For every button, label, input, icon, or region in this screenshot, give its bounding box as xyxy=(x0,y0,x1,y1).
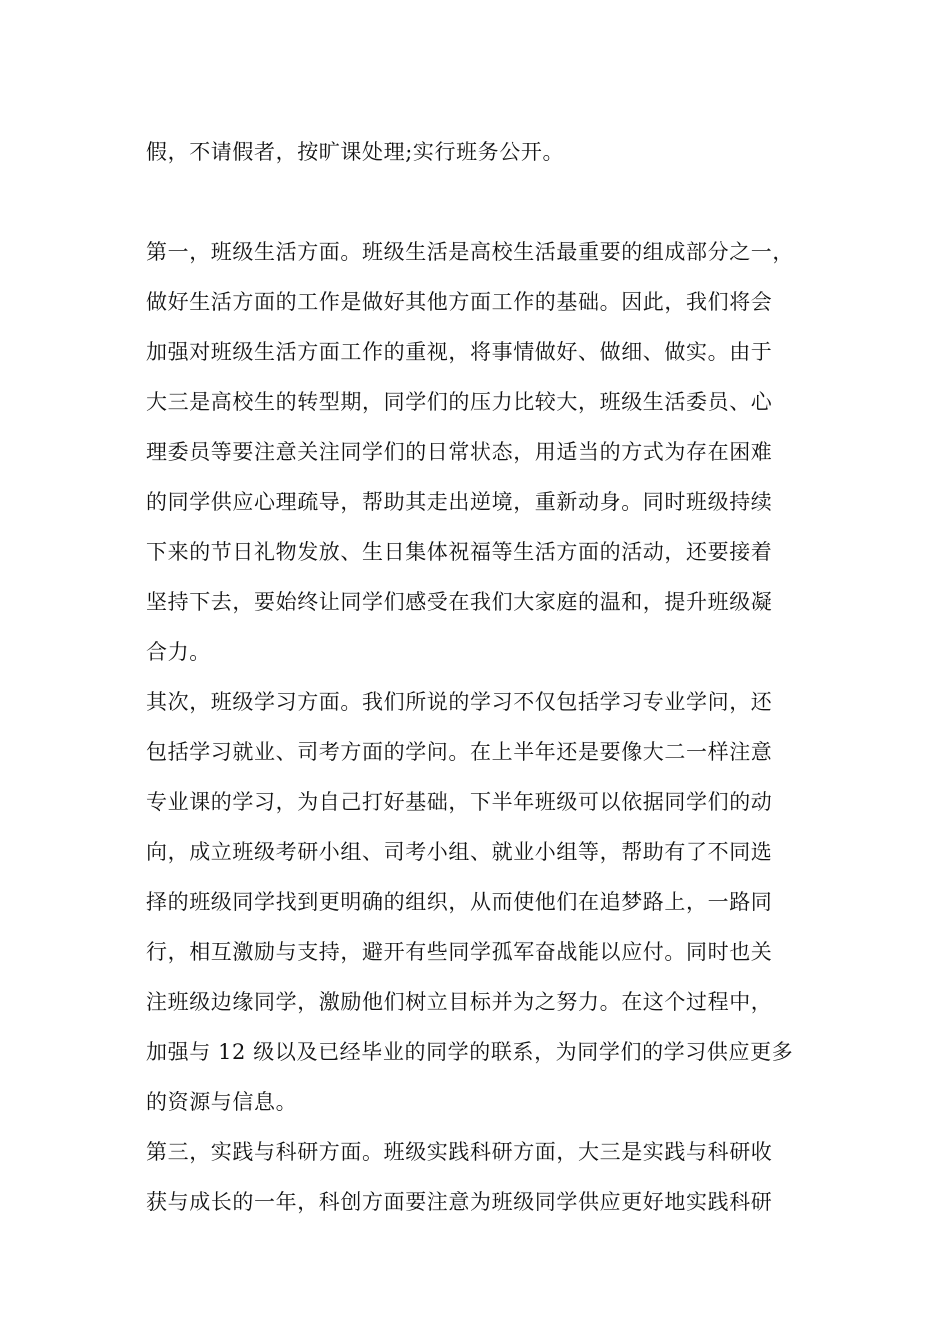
paragraph-study-line: 向，成立班级考研小组、司考小组、就业小组等，帮助有了不同选 xyxy=(146,840,773,864)
paragraph-practice-line: 获与成长的一年，科创方面要注意为班级同学供应更好地实践科研 xyxy=(146,1190,773,1214)
paragraph-study-line: 择的班级同学找到更明确的组织，从而使他们在追梦路上，一路同 xyxy=(146,890,773,914)
paragraph-life-line: 加强对班级生活方面工作的重视，将事情做好、做细、做实。由于 xyxy=(146,340,773,364)
paragraph-life-line: 合力。 xyxy=(146,640,211,664)
paragraph-life-line: 的同学供应心理疏导，帮助其走出逆境，重新动身。同时班级持续 xyxy=(146,490,773,514)
paragraph-study-line: 其次，班级学习方面。我们所说的学习不仅包括学习专业学问，还 xyxy=(146,690,773,714)
paragraph-study-line: 的资源与信息。 xyxy=(146,1090,298,1114)
paragraph-life-line: 理委员等要注意关注同学们的日常状态，用适当的方式为存在困难 xyxy=(146,440,773,464)
paragraph-study-line: 注班级边缘同学，激励他们树立目标并为之努力。在这个过程中， xyxy=(146,990,773,1014)
paragraph-life-line: 大三是高校生的转型期，同学们的压力比较大，班级生活委员、心 xyxy=(146,390,773,414)
paragraph-study-line: 行，相互激励与支持，避开有些同学孤军奋战能以应付。同时也关 xyxy=(146,940,773,964)
paragraph-life-line: 第一，班级生活方面。班级生活是高校生活最重要的组成部分之一， xyxy=(146,240,794,264)
paragraph-life-line: 做好生活方面的工作是做好其他方面工作的基础。因此，我们将会 xyxy=(146,290,773,314)
paragraph-life-line: 坚持下去，要始终让同学们感受在我们大家庭的温和，提升班级凝 xyxy=(146,590,773,614)
text-line: 假，不请假者，按旷课处理;实行班务公开。 xyxy=(146,140,565,164)
paragraph-practice-line: 第三，实践与科研方面。班级实践科研方面，大三是实践与科研收 xyxy=(146,1140,773,1164)
paragraph-study-line: 加强与 12 级以及已经毕业的同学的联系，为同学们的学习供应更多 xyxy=(146,1040,794,1064)
paragraph-study-line: 专业课的学习，为自己打好基础，下半年班级可以依据同学们的动 xyxy=(146,790,773,814)
paragraph-life-line: 下来的节日礼物发放、生日集体祝福等生活方面的活动，还要接着 xyxy=(146,540,773,564)
paragraph-study-line: 包括学习就业、司考方面的学问。在上半年还是要像大二一样注意 xyxy=(146,740,773,764)
